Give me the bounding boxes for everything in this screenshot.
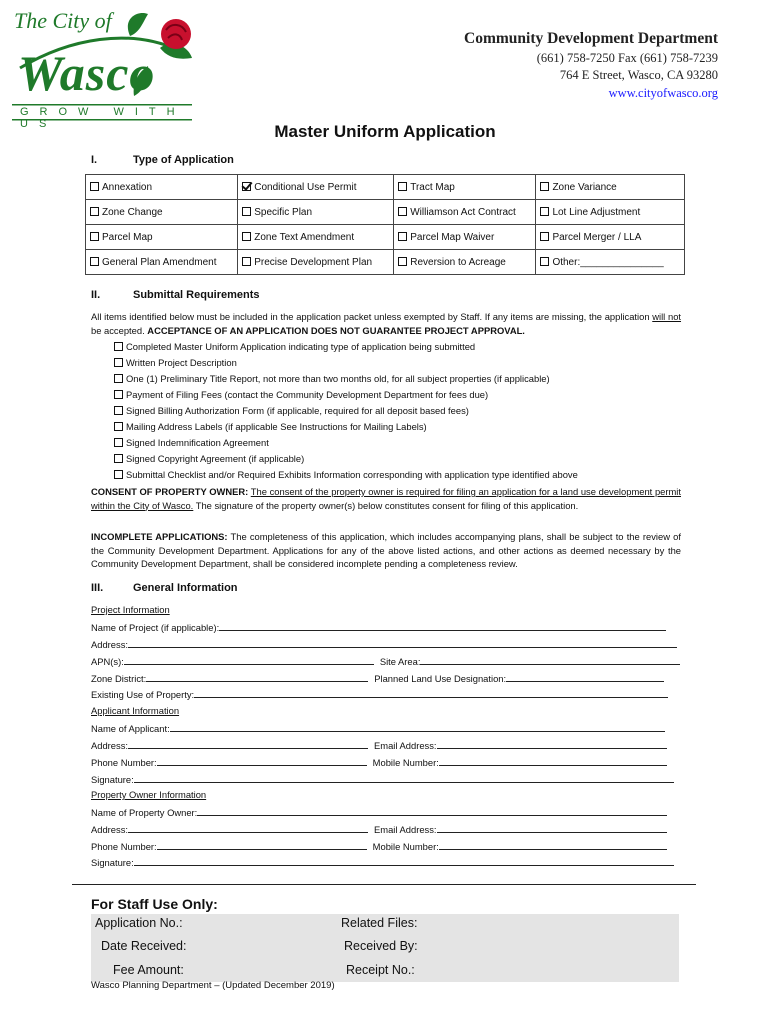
application-type-option[interactable] <box>238 250 394 275</box>
application-type-label: Williamson Act Contract <box>410 206 516 218</box>
application-type-row <box>86 175 685 200</box>
checkbox-icon[interactable] <box>90 257 99 266</box>
application-type-option[interactable] <box>394 250 536 275</box>
application-type-label: Precise Development Plan <box>254 256 373 268</box>
application-type-label: Conditional Use Permit <box>254 181 357 193</box>
checkbox-icon[interactable] <box>540 182 549 191</box>
staff-use-title: For Staff Use Only: <box>91 896 218 912</box>
checkbox-icon[interactable] <box>90 207 99 216</box>
application-type-option[interactable] <box>238 225 394 250</box>
staff-use-box <box>91 914 679 982</box>
owner-name-field[interactable] <box>197 806 667 816</box>
applicant-phone-field[interactable] <box>157 756 367 766</box>
city-logo <box>10 8 210 130</box>
fee-amount-label: Fee Amount: <box>113 963 184 977</box>
application-type-label: Parcel Merger / LLA <box>552 231 642 243</box>
checkbox-icon[interactable] <box>114 358 123 367</box>
related-files-label: Related Files: <box>341 916 418 930</box>
requirement-item: Submittal Checklist and/or Required Exhibits Information corresponding with application type identified above <box>114 467 578 483</box>
project-address-field[interactable] <box>128 638 677 648</box>
applicant-email-field[interactable] <box>437 739 667 749</box>
requirement-item: Written Project Description <box>114 355 578 371</box>
date-received-label: Date Received: <box>101 939 187 953</box>
receipt-no-label: Receipt No.: <box>346 963 415 977</box>
zone-district-field[interactable] <box>146 672 368 682</box>
divider <box>72 884 696 885</box>
application-type-option[interactable] <box>238 175 394 200</box>
checked-checkbox-icon[interactable] <box>242 182 251 191</box>
site-area-field[interactable] <box>420 655 680 665</box>
application-type-label: Zone Variance <box>552 181 617 193</box>
existing-use-field[interactable] <box>194 688 668 698</box>
application-type-row <box>86 250 685 275</box>
application-type-option[interactable] <box>536 200 685 225</box>
department-name: Community Development Department <box>464 30 718 47</box>
apn-field[interactable] <box>124 655 374 665</box>
project-info-heading: Project Information <box>91 604 170 615</box>
application-type-option[interactable] <box>86 175 238 200</box>
application-type-option[interactable] <box>238 200 394 225</box>
applicant-name-field[interactable] <box>170 722 665 732</box>
application-type-option[interactable] <box>394 225 536 250</box>
application-type-option[interactable] <box>536 250 685 275</box>
footer-note: Wasco Planning Department – (Updated December 2019) <box>91 980 335 991</box>
application-type-label: Lot Line Adjustment <box>552 206 641 218</box>
street-address: 764 E Street, Wasco, CA 93280 <box>559 68 718 82</box>
checkbox-icon[interactable] <box>114 374 123 383</box>
checkbox-icon[interactable] <box>540 257 549 266</box>
received-by-label: Received By: <box>344 939 418 953</box>
checkbox-icon[interactable] <box>242 207 251 216</box>
application-type-label: Zone Text Amendment <box>254 231 355 243</box>
consent-paragraph: CONSENT OF PROPERTY OWNER: The consent of the property owner is required for filing an application for a land use development permit within the City of Wasco. The signature of the property owner(s) below constitutes consent for filing of this application. <box>91 486 681 511</box>
application-type-label: Specific Plan <box>254 206 313 218</box>
checkbox-icon[interactable] <box>540 207 549 216</box>
page-title: Master Uniform Application <box>274 122 496 141</box>
checkbox-icon[interactable] <box>90 232 99 241</box>
requirement-item: One (1) Preliminary Title Report, not more than two months old, for all subject properties (if applicable) <box>114 371 578 387</box>
application-type-label: Annexation <box>102 181 153 193</box>
submittal-intro: All items identified below must be included in the application packet unless exempted by Staff. If any items are missing, the application will not be accepted. ACCEPTANCE OF AN APPLICATION DOES NOT GUARANTEE PROJECT APPROVAL. <box>91 311 682 336</box>
application-type-table <box>85 174 685 275</box>
phone-fax: (661) 758-7250 Fax (661) 758-7239 <box>536 51 718 65</box>
application-type-label: Reversion to Acreage <box>410 256 506 268</box>
section-3-heading: III. General Information <box>91 582 238 594</box>
checkbox-icon[interactable] <box>114 406 123 415</box>
planned-land-use-field[interactable] <box>506 672 664 682</box>
section-1-heading: I. Type of Application <box>91 154 234 166</box>
logo-wasco: Wasco <box>18 45 156 101</box>
application-no-label: Application No.: <box>95 916 183 930</box>
checkbox-icon[interactable] <box>242 257 251 266</box>
application-type-label: Parcel Map <box>102 231 153 243</box>
requirement-item: Signed Copyright Agreement (if applicable) <box>114 451 578 467</box>
application-type-option[interactable] <box>394 175 536 200</box>
department-header <box>464 30 718 102</box>
checkbox-icon[interactable] <box>114 390 123 399</box>
checkbox-icon[interactable] <box>398 232 407 241</box>
requirement-item: Payment of Filing Fees (contact the Community Development Department for fees due) <box>114 387 578 403</box>
application-type-option[interactable] <box>536 225 685 250</box>
application-type-row <box>86 225 685 250</box>
application-type-option[interactable] <box>536 175 685 200</box>
owner-mobile-field[interactable] <box>439 840 667 850</box>
logo-the-city-of: The City of <box>14 8 112 33</box>
requirement-item: Mailing Address Labels (if applicable See Instructions for Mailing Labels) <box>114 419 578 435</box>
logo-tagline: GROW WITH US <box>20 106 186 130</box>
applicant-info-heading: Applicant Information <box>91 705 180 716</box>
applicant-signature-field[interactable] <box>134 773 674 783</box>
checkbox-icon[interactable] <box>242 232 251 241</box>
application-type-option[interactable] <box>394 200 536 225</box>
application-type-label: Tract Map <box>410 181 455 193</box>
requirement-item: Signed Indemnification Agreement <box>114 435 578 451</box>
project-name-field[interactable] <box>219 621 666 631</box>
owner-email-field[interactable] <box>437 823 667 833</box>
application-type-label: Zone Change <box>102 206 163 218</box>
section-2-heading: II. Submittal Requirements <box>91 289 260 301</box>
application-type-label: General Plan Amendment <box>102 256 217 268</box>
incomplete-paragraph: INCOMPLETE APPLICATIONS: The completeness of this application, which includes accompanying plans, shall be subject to the review of the Community Development Department. Applications for any of the above listed actions, and other actions as deemed necessary by the Community Development Department, shall be considered incomplete pending a completeness review. <box>91 531 681 569</box>
requirement-item: Completed Master Uniform Application indicating type of application being submitted <box>114 339 578 355</box>
checkbox-icon[interactable] <box>114 422 123 431</box>
checkbox-icon[interactable] <box>114 438 123 447</box>
requirements-list <box>114 339 578 483</box>
application-type-option[interactable] <box>86 200 238 225</box>
application-type-option[interactable] <box>86 225 238 250</box>
owner-phone-field[interactable] <box>157 840 367 850</box>
checkbox-icon[interactable] <box>398 207 407 216</box>
requirement-item: Signed Billing Authorization Form (if applicable, required for all deposit based fees) <box>114 403 578 419</box>
application-type-label: Parcel Map Waiver <box>410 231 495 243</box>
applicant-address-field[interactable] <box>128 739 368 749</box>
application-type-row <box>86 200 685 225</box>
owner-signature-field[interactable] <box>134 856 674 866</box>
applicant-mobile-field[interactable] <box>439 756 667 766</box>
checkbox-icon[interactable] <box>398 257 407 266</box>
owner-info-heading: Property Owner Information <box>91 789 207 800</box>
owner-address-field[interactable] <box>128 823 368 833</box>
website-link[interactable]: www.cityofwasco.org <box>608 86 718 100</box>
checkbox-icon[interactable] <box>398 182 407 191</box>
checkbox-icon[interactable] <box>114 342 123 351</box>
application-type-option[interactable] <box>86 250 238 275</box>
application-type-label: Other:_______________ <box>552 256 664 268</box>
checkbox-icon[interactable] <box>90 182 99 191</box>
checkbox-icon[interactable] <box>114 470 123 479</box>
checkbox-icon[interactable] <box>540 232 549 241</box>
checkbox-icon[interactable] <box>114 454 123 463</box>
